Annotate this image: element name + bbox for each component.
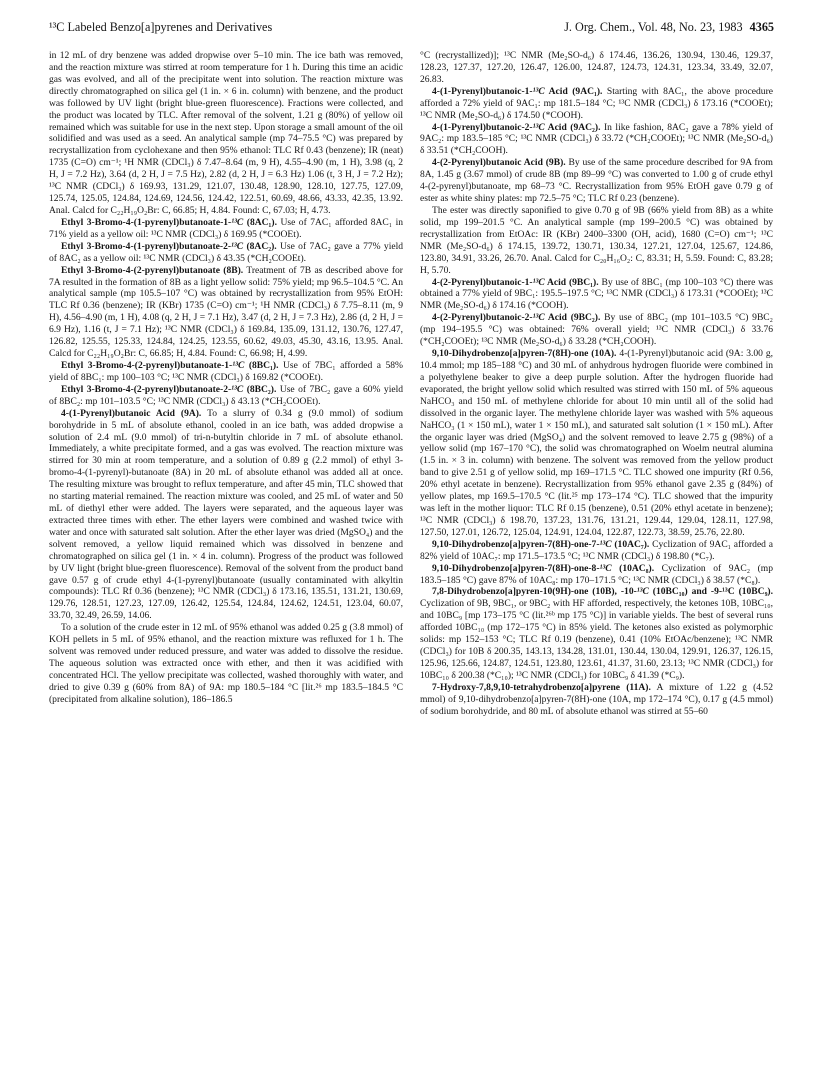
paragraph-text: Treatment of 7B as described above for 7A resulted in the formation of 8B as a light yellow solid: 75% yield; mp 96.5–104.5 °C. An analytical sample (mp 105.5–107 °C) was obtained by recrystallization from 95% EtOH: TLC Rf 0.36 (benzene); IR (KBr) 1735 (C=O) cm⁻¹; ¹H NMR (CDCl₃) δ 7.75–8.11 (m, 9 H), 4.56–4.90 (m, 1 H), 4.08 (q, 2 H, J = 7.1 Hz), 3.47 (d, 2 H, J = 7.3 Hz), 2.86 (d, 2 H, J = 6.9 Hz), 1.16 (t, J = 7.1 Hz); ¹³C NMR (CDCl₃) δ 169.84, 135.09, 131.12, 130.76, 127.47, 126.82, 125.55, 125.33, 124.84, 124.25, 123.55, 60.62, 49.03, 45.30, 43.16, 13.95. Anal. Calcd for C₂₂H₁₉O₂Br: C, 66.85; H, 4.84. Found: C, 66.98; H, 4.99.: [49, 264, 403, 360]
left-column: [49, 50, 403, 706]
paragraph: [420, 682, 773, 718]
compound-heading: Ethyl 3-Bromo-4-(1-pyrenyl)butanoate-2-: [61, 240, 232, 252]
isotope-label: ¹³C: [532, 276, 545, 288]
compound-heading: 7,8-Dihydrobenzo[a]pyren-10(9H)-one (10B), -10-: [432, 586, 637, 598]
paragraph: [420, 86, 773, 122]
isotope-label: ¹³C: [599, 562, 612, 574]
continued-paragraph: [420, 50, 773, 86]
isotope-label: ¹³C: [532, 312, 545, 324]
compound-heading-end: (10BC₁₀) and -9-¹³C (10BC₉).: [648, 586, 773, 598]
paragraph-text: Cyclization of 9AC₁ afforded a 82% yield of 10AC₇: mp 171.5–173.5 °C; ¹³C NMR (CDCl₃) δ 198.80 (*C₇).: [420, 538, 773, 562]
paragraph-text: By use of 8BC₁ (mp 100–103 °C) there was obtained a 77% yield of 9BC₁: 195.5–197.5 °C; ¹³C NMR (CDCl₃) δ 173.31 (*COOEt); ¹³C NMR (Me₂SO-d₆) δ 174.16 (*COOH).: [420, 276, 773, 312]
paragraph-text: Use of 7AC₂ gave a 77% yield of 8AC₂ as a yellow oil: ¹³C NMR (CDCl₃) δ 43.35 (*CH₂COOEt).: [49, 240, 404, 264]
paragraph: [420, 586, 773, 681]
isotope-label: ¹³C: [231, 240, 244, 252]
compound-heading: Ethyl 3-Bromo-4-(2-pyrenyl)butanoate-1-: [61, 359, 233, 371]
running-title: ¹³C Labeled Benzo[a]pyrenes and Derivatives: [49, 20, 273, 34]
paragraph-text: 4-(1-Pyrenyl)butanoic acid (9A: 3.00 g, 10.4 mmol; mp 185–188 °C) and 30 mL of anhydrous hydrogen fluoride were combined in a polyethylene beaker to give a deep purple solution. After the hydrogen fluoride had evaporated, the bright yellow solid which resulted was stirred with 150 mL of 5% aqueous NaHCO₃ and 150 mL of methylene chloride for about 10 min until all of the solid had dissolved in the organic layer. The methylene chloride layer was washed with 5% aqueous NaHCO₃ (1 × 150 mL), water 1 × 150 mL), and saturated salt solution (1 × 150 mL). After the organic layer was dried (MgSO₄) and the solvent removed to leave 2.75 g (98%) of a yellow solid (mp 167–170 °C), the solid was chromatographed on Woelm neutral alumina (1.5 in. × 3 in. column) with benzene. The solvent was removed from the yellow product band to give 2.51 g of yellow solid, mp 169–171.5 °C. TLC showed one impurity (Rf 0.56, 20% ethyl acetate in benzene). Recrystallization from 95% ethanol gave 2.35 g (84%) of yellow plates, mp 169.5–170.5 °C (lit.²⁵ mp 173–174 °C). TLC showed that the impurity was left in the mother liquor: TLC Rf 0.15 (benzene), 0.51 (20% ethyl acetate in benzene); ¹³C NMR (CDCl₃) δ 198.70, 137.23, 131.76, 131.21, 129.44, 129.04, 128.11, 127.98, 127.50, 127.01, 126.72, 125.04, 124.91, 124.04, 122.87, 122.73, 38.59, 25.76, 22.80.: [420, 348, 773, 538]
isotope-label: ¹³C: [231, 383, 244, 395]
paragraph-text: A mixture of 1.22 g (4.52 mmol) of 9,10-dihydrobenzo[a]pyren-7(8H)-one (10A, mp 172–174 °C), 0.17 g (4.5 mmol) of sodium borohydride, and 80 mL of absolute ethanol was stirred at 55–60: [420, 681, 773, 717]
paragraph: [49, 622, 403, 705]
compound-heading: 4-(2-Pyrenyl)butanoic Acid (9B).: [432, 157, 566, 169]
right-column: [420, 50, 773, 718]
paragraph: [420, 312, 773, 348]
isotope-label: ¹³C: [532, 121, 545, 133]
paragraph: [420, 277, 773, 313]
paragraph-text: Use of 7BC₂ gave a 60% yield of 8BC₂: mp 101–103.5 °C; ¹³C NMR (CDCl₃) δ 43.13 (*CH₂COOEt).: [49, 383, 404, 407]
paragraph-text: By use of the same procedure described for 9A from 8A, 1.45 g (3.67 mmol) of crude 8B (mp 89–99 °C) was converted to 1.00 g of crude ethyl 4-(2-pyrenyl)butanoate, mp 68–73 °C. Recrystallization from 95% EtOH gave 0.79 g of ester as white shiny plates: mp 72.5–75 °C; TLC Rf 0.23 (benzene).: [420, 157, 773, 205]
compound-heading: 4-(1-Pyrenyl)butanoic-1-: [432, 85, 533, 97]
paragraph-text: To a slurry of 0.34 g (9.0 mmol) of sodium borohydride in 5 mL of absolute ethanol, cooled in an ice bath, was added dropwise a solution of 2.4 mL (9.0 mmol) of tri-n-butyltin chloride in 7 mL of absolute ethanol. Immediately, a white precipitate formed, and a gas was evolved. The reaction mixture was stirred for 30 min at room temperature, and a solution of 0.89 g (2.2 mmol) of ethyl 3-bromo-4-(1-pyrenyl)-butanoate (8A) in 20 mL of absolute ethanol was added all at once. The resulting mixture was brought to reflux temperature, and after 45 min, TLC showed that no starting material remained. The reaction mixture was cooled, and 25 mL of water and 50 mL of diethyl ether were added. The layers were separated, and the aqueous layer was extracted three times with ether. The ether layers were combined and washed twice with water and once with saturated salt solution. After the ether layer was dried (MgSO₄) and the solvent removed, a yellow liquid remained which was dissolved in benzene and chromatographed on silica gel (1 in. × 4 in. column). Progress of the product was followed by UV light (bright blue-green fluorescence). Removal of the solvent from the product band gave 0.57 g of crude ethyl 4-(1-pyrenyl)butanoate (usually contaminated with alkyltin compounds): TLC Rf 0.36 (benzene); ¹³C NMR (CDCl₃) δ 173.16, 135.51, 131.21, 130.69, 129.76, 128.51, 127.23, 127.09, 126.42, 125.54, 124.84, 124.62, 124.51, 123.04, 60.07, 33.70, 32.49, 26.59, 14.06.: [49, 407, 403, 622]
paragraph: [420, 157, 773, 205]
paragraph-text: To a solution of the crude ester in 12 mL of 95% ethanol was added 0.25 g (3.8 mmol) of KOH pellets in 5 mL of 95% ethanol, and the reaction mixture was refluxed for 1 h. The solvent was removed under reduced pressure, and water was added to dissolve the residue. The aqueous solution was extracted once with ether, and then it was acidified with concentrated HCl. The yellow precipitate was collected, washed thoroughly with water, and dried to give 0.39 g (60% from 8A) of 9A: mp 180.5–184 °C [lit.²⁶ mp 183.5–184.5 °C (precipitated from alkaline solution), 186–186.5: [49, 622, 403, 705]
continued-paragraph: [49, 50, 403, 217]
paragraph-text: Use of 7AC₁ afforded 8AC₁ in 71% yield as a yellow oil: ¹³C NMR (CDCl₃) δ 169.95 (*COOEt).: [49, 216, 404, 240]
compound-heading-end: Acid (9BC₁).: [544, 276, 599, 288]
paragraph: [49, 217, 403, 241]
paragraph-text: Starting with 8AC₁, the above procedure afforded a 72% yield of 9AC₁: mp 181.5–184 °C; ¹³C NMR (CDCl₃) δ 173.16 (*COOEt); ¹³C NMR (Me₂SO-d₆) δ 174.50 (*COOH).: [420, 85, 773, 121]
paragraph-text: The ester was directly saponified to give 0.70 g of 9B (66% yield from 8B) as a white solid, mp 199–201.5 °C. An analytical sample (mp 199–200.5 °C) was obtained by recrystallization from EtOAc: IR (KBr) 2400–3300 (OH, acid), 1680 (C=O) cm⁻¹; ¹³C NMR (Me₂SO-d₆) δ 174.15, 139.72, 130.71, 130.34, 127.21, 127.04, 125.67, 124.86, 123.80, 34.91, 33.26, 26.70. Anal. Calcd for C₂₀H₁₆O₂: C, 83.31; H, 5.59. Found: C, 83.28; H, 5.70.: [420, 204, 773, 276]
journal-citation: [564, 20, 774, 35]
paragraph: [420, 563, 773, 587]
paragraph: [49, 265, 403, 360]
isotope-label: ¹³C: [232, 359, 245, 371]
compound-heading-end: Acid (9BC₂).: [544, 312, 601, 324]
compound-heading-end: (8BC₁).: [244, 359, 279, 371]
running-header: [49, 20, 774, 40]
paragraph: [420, 122, 773, 158]
paragraph: [420, 348, 773, 539]
paragraph: [420, 539, 773, 563]
compound-heading: 7-Hydroxy-7,8,9,10-tetrahydrobenzo[a]pyrene (11A).: [432, 681, 651, 693]
paragraph-text: Cyclization of 9AC₂ (mp 183.5–185 °C) gave 87% of 10AC₈: mp 170–171.5 °C; ¹³C NMR (CDCl₃) δ 38.57 (*C₈).: [420, 562, 773, 586]
paragraph-text: in 12 mL of dry benzene was added dropwise over 5–10 min. The ice bath was removed, and the reaction mixture was stirred at room temperature for 1 h. During this time an acidic gas was evolved, and all of the precipitate went into solution. The reaction mixture was directly chromatographed on silica gel (1 in. × 6 in. column) with benzene, and the product was followed by UV light (bright blue-green fluorescence). Fractions were collected, and the product was located by TLC. After removal of the solvent, 1.21 g (80%) of yellow oil remained which was suitable for use in the next step. Upon storage a small amount of the oil solidified and was used as a seed. An analytical sample (mp 74–75.5 °C) was prepared by recrystallization from cyclohexane and then 95% ethanol: TLC Rf 0.43 (benzene); IR (neat) 1735 (C=O) cm⁻¹; ¹H NMR (CDCl₃) δ 7.47–8.64 (m, 9 H), 4.55–4.90 (m, 1 H), 3.98 (q, 2 H, J = 7.2 Hz), 3.64 (d, 2 H, J = 7.5 Hz), 2.82 (d, 2 H, J = 6.3 Hz) 1.06 (t, 3 H, J = 7.2 Hz); ¹³C NMR (CDCl₃) δ 169.93, 131.29, 121.07, 130.48, 128.90, 128.10, 127.75, 127.09, 125.74, 125.05, 124.84, 124.69, 124.56, 124.42, 122.51, 60.69, 48.66, 43.33, 42.35, 13.92. Anal. Calcd for C₂₂H₁₉O₂Br: C, 66.85; H, 4.84. Found: C, 67.03; H, 4.73.: [49, 50, 403, 216]
compound-heading-end: (8BC₂).: [243, 383, 277, 395]
compound-heading-end: (8AC₁).: [243, 216, 277, 228]
paragraph-text: By use of 8BC₂ (mp 101–103.5 °C) 9BC₂ (mp 194–195.5 °C) was obtained: 76% overall yield; ¹³C NMR (CDCl₃) δ 33.76 (*CH₂COOEt); ¹³C NMR (Me₂SO-d₆) δ 33.28 (*CH₂COOH).: [420, 312, 774, 348]
compound-heading: Ethyl 3-Bromo-4-(2-pyrenyl)butanoate (8B).: [61, 264, 244, 276]
paragraph: [49, 384, 403, 408]
isotope-label: ¹³C: [599, 538, 612, 550]
paragraph-text: °C (recrystallized)]; ¹³C NMR (Me₂SO-d₆) δ 174.46, 136.26, 130.94, 130.46, 129.37, 128.23, 127.37, 127.20, 126.47, 126.00, 124.87, 124.73, 124.31, 123.34, 33.49, 32.07, 26.83.: [420, 50, 773, 85]
journal-name: J. Org. Chem., Vol. 48, No. 23, 1983: [564, 20, 743, 34]
isotope-label: ¹³C: [636, 586, 649, 598]
compound-heading: 9,10-Dihydrobenzo[a]pyren-7(8H)-one (10A).: [432, 348, 617, 360]
compound-heading-end: Acid (9AC₂).: [544, 121, 601, 133]
paragraph-text: Cyclization of 9B, 9BC₁, or 9BC₂ with HF afforded, respectively, the ketones 10B, 10BC₁₀, and 10BC₉ [mp 173–175 °C (lit.²⁶ᵇ mp 175 °C)] in variable yields. The best of several runs afforded 10BC₁₀ (mp 172–175 °C) in 85% yield. The ketones also existed as polymorphic solids: mp 152–153 °C; TLC Rf 0.19 (benzene), 0.41 (10% EtOAc/benzene); ¹³C NMR (CDCl₃) for 10B δ 200.35, 143.13, 134.28, 131.01, 130.44, 130.04, 129.91, 126.37, 126.15, 125.96, 125.66, 124.87, 124.51, 123.80, 123.61, 41.37, 31.60, 23.13; ¹³C NMR (CDCl₃) for 10BC₁₀ δ 200.38 (*C₁₀); ¹³C NMR (CDCl₃) for 10BC₉ δ 41.39 (*C₉).: [420, 598, 773, 681]
compound-heading: Ethyl 3-Bromo-4-(1-pyrenyl)butanoate-1-: [61, 216, 232, 228]
compound-heading-end: Acid (9AC₁).: [544, 85, 603, 97]
compound-heading-end: (8AC₂).: [243, 240, 277, 252]
compound-heading: Ethyl 3-Bromo-4-(2-pyrenyl)butanoate-2-: [61, 383, 232, 395]
paragraph: [49, 241, 403, 265]
paragraph: [49, 360, 403, 384]
paragraph: [49, 408, 403, 623]
compound-heading: 4-(2-Pyrenyl)butanoic-1-: [432, 276, 533, 288]
compound-heading-end: (10AC₈).: [611, 562, 655, 574]
paragraph-text: In like fashion, 8AC₂ gave a 78% yield of 9AC₂: mp 183.5–185 °C; ¹³C NMR (CDCl₃) δ 33.72 (*CH₂COOEt); ¹³C NMR (Me₂SO-d₆) δ 33.51 (*CH₂COOH).: [420, 121, 773, 157]
compound-heading: 4-(1-Pyrenyl)butanoic Acid (9A).: [61, 407, 202, 419]
compound-heading: 4-(2-Pyrenyl)butanoic-2-: [432, 312, 533, 324]
paragraph: [420, 205, 773, 277]
compound-heading: 9,10-Dihydrobenzo[a]pyren-7(8H)-one-7-: [432, 538, 600, 550]
compound-heading: 4-(1-Pyrenyl)butanoic-2-: [432, 121, 533, 133]
isotope-label: ¹³C: [532, 85, 545, 97]
isotope-label: ¹³C: [231, 216, 244, 228]
compound-heading: 9,10-Dihydrobenzo[a]pyren-7(8H)-one-8-: [432, 562, 600, 574]
compound-heading-end: (10AC₇).: [611, 538, 650, 550]
paragraph-text: Use of 7BC₁ afforded a 58% yield of 8BC₁: mp 100–103 °C; ¹³C NMR (CDCl₃) δ 169.82 (*COOEt).: [49, 359, 404, 383]
page-number: 4365: [749, 20, 774, 34]
